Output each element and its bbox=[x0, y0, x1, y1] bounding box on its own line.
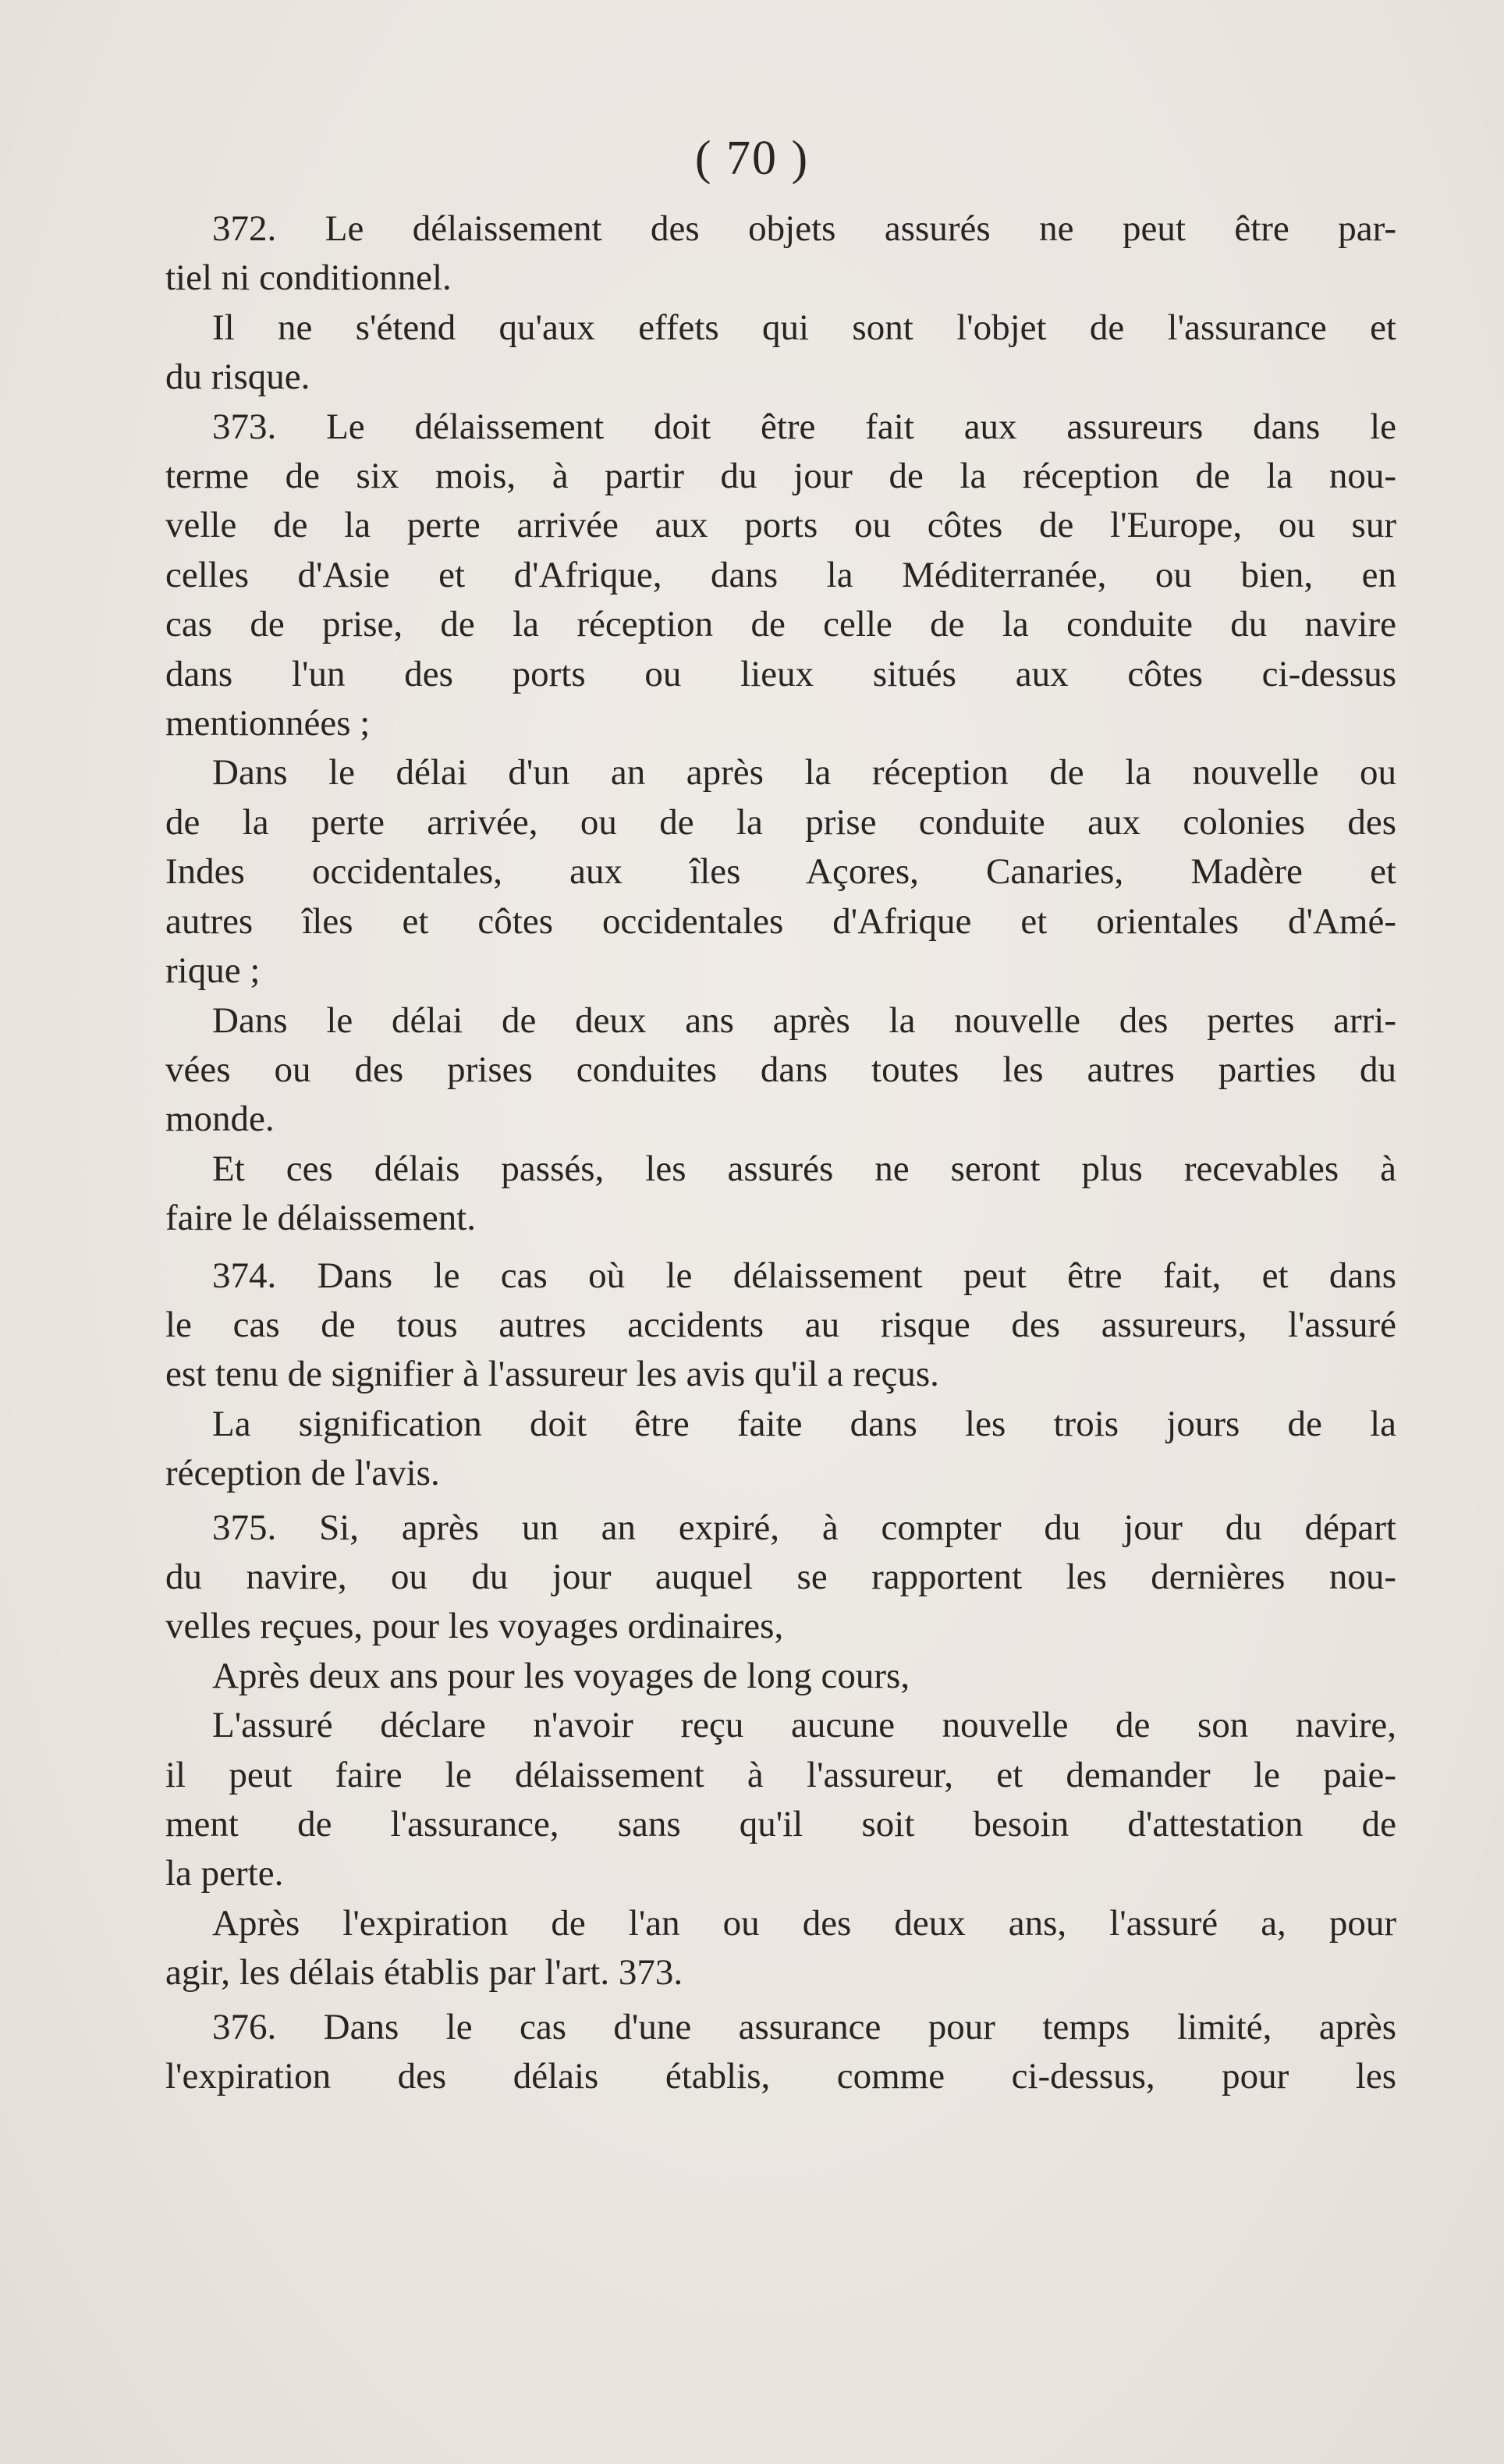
text-line: réception de l'avis. bbox=[165, 1453, 440, 1494]
text-line: il peut faire le délaissement à l'assureur, et demander le paie- bbox=[165, 1754, 1396, 1795]
text-line: l'expiration des délais établis, comme ci-dessus, pour les bbox=[165, 2056, 1396, 2097]
text-line: autres îles et côtes occidentales d'Afrique et orientales d'Amé- bbox=[165, 900, 1396, 942]
paragraph-art-374 bbox=[165, 1252, 1396, 1400]
text-line: terme de six mois, à partir du jour de la réception de la nou- bbox=[165, 456, 1396, 497]
text-line: 374. Dans le cas où le délaissement peut être fait, et dans bbox=[212, 1255, 1396, 1296]
text-line: 376. Dans le cas d'une assurance pour temps limité, après bbox=[212, 2006, 1396, 2047]
page-number: ( 70 ) bbox=[694, 132, 810, 185]
text-line: Dans le délai d'un an après la réception de la nouvelle ou bbox=[212, 752, 1396, 794]
text-line: dans l'un des ports ou lieux situés aux côtes ci-dessus bbox=[165, 653, 1396, 694]
page-body bbox=[165, 204, 1396, 2101]
text-line: cas de prise, de la réception de celle de la conduite du navire bbox=[165, 604, 1396, 645]
paragraph-art-375-d bbox=[165, 1899, 1396, 1998]
text-line: celles d'Asie et d'Afrique, dans la Méditerranée, ou bien, en bbox=[165, 554, 1396, 595]
text-line: du navire, ou du jour auquel se rapportent les dernières nou- bbox=[165, 1556, 1396, 1597]
text-line: L'assuré déclare n'avoir reçu aucune nouvelle de son navire, bbox=[212, 1705, 1396, 1746]
text-line: agir, les délais établis par l'art. 373. bbox=[165, 1952, 683, 1994]
text-line: est tenu de signifier à l'assureur les avis qu'il a reçus. bbox=[165, 1354, 939, 1395]
text-line: monde. bbox=[165, 1099, 275, 1140]
text-line: 372. Le délaissement des objets assurés ne peut être par- bbox=[212, 208, 1396, 249]
paragraph-art-375-c bbox=[165, 1701, 1396, 1899]
paragraph-art-375-b bbox=[165, 1652, 1396, 1701]
text-line: du risque. bbox=[165, 357, 310, 398]
text-line: velles reçues, pour les voyages ordinaires, bbox=[165, 1606, 784, 1647]
paragraph-art-373-c bbox=[165, 996, 1396, 1145]
text-line: faire le délaissement. bbox=[165, 1198, 477, 1239]
text-line: la perte. bbox=[165, 1853, 284, 1894]
paragraph-art-374-b bbox=[165, 1400, 1396, 1499]
paragraph-art-373-b bbox=[165, 748, 1396, 996]
text-line: mentionnées ; bbox=[165, 703, 371, 744]
paragraph-art-372-b bbox=[165, 304, 1396, 403]
text-line: Après l'expiration de l'an ou des deux ans, l'assuré a, pour bbox=[212, 1902, 1396, 1944]
text-line: le cas de tous autres accidents au risque des assureurs, l'assuré bbox=[165, 1304, 1396, 1345]
text-line: Et ces délais passés, les assurés ne seront plus recevables à bbox=[212, 1148, 1396, 1189]
text-line: 375. Si, après un an expiré, à compter du jour du départ bbox=[212, 1507, 1396, 1548]
text-line: Il ne s'étend qu'aux effets qui sont l'objet de l'assurance et bbox=[212, 307, 1396, 348]
paragraph-art-372 bbox=[165, 204, 1396, 304]
text-line: Dans le délai de deux ans après la nouvelle des pertes arri- bbox=[212, 999, 1396, 1041]
text-line: Après deux ans pour les voyages de long cours, bbox=[212, 1655, 910, 1696]
text-line: rique ; bbox=[165, 950, 261, 992]
paragraph-art-373 bbox=[165, 403, 1396, 749]
paragraph-art-373-d bbox=[165, 1145, 1396, 1244]
text-line: velle de la perte arrivée aux ports ou côtes de l'Europe, ou sur bbox=[165, 505, 1396, 546]
text-line: ment de l'assurance, sans qu'il soit besoin d'attestation de bbox=[165, 1804, 1396, 1844]
text-line: Indes occidentales, aux îles Açores, Canaries, Madère et bbox=[165, 851, 1396, 893]
text-line: de la perte arrivée, ou de la prise conduite aux colonies des bbox=[165, 801, 1396, 843]
paragraph-art-375 bbox=[165, 1504, 1396, 1652]
text-line: La signification doit être faite dans les trois jours de la bbox=[212, 1403, 1396, 1444]
text-line: tiel ni conditionnel. bbox=[165, 257, 452, 299]
text-line: 373. Le délaissement doit être fait aux assureurs dans le bbox=[212, 406, 1396, 447]
paragraph-art-376 bbox=[165, 2003, 1396, 2102]
text-line: vées ou des prises conduites dans toutes les autres parties du bbox=[165, 1049, 1396, 1090]
